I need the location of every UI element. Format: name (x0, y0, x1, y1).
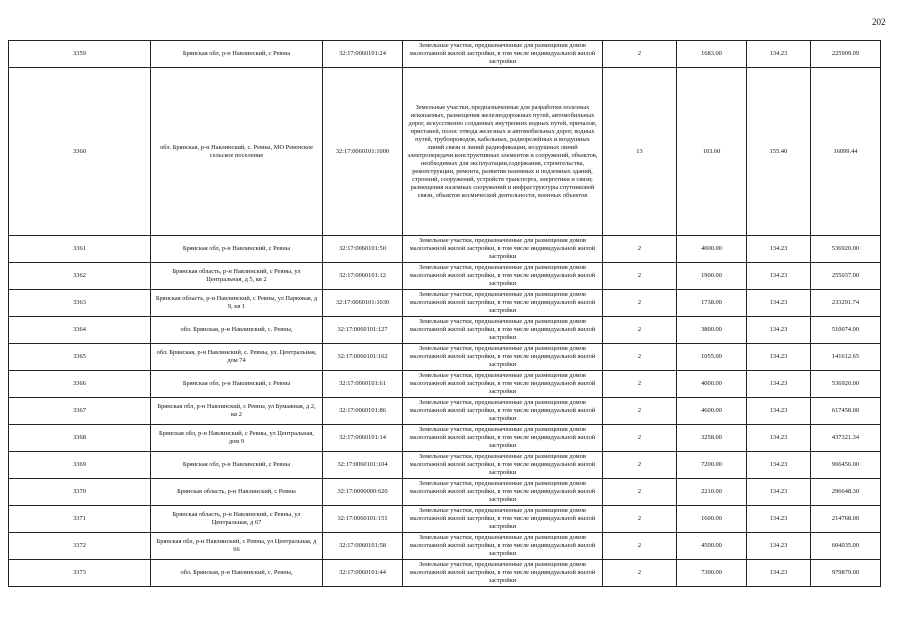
specific-value-cell: 134.23 (747, 317, 811, 344)
specific-value-cell: 134.23 (747, 290, 811, 317)
cadastral-value-cell: 255037.00 (811, 263, 881, 290)
land-use-cell: Земельные участки, предназначенные для размещения домов малоэтажной жилой застройки, в том числе индивидуальной жилой застройки (403, 560, 603, 587)
address-cell: Брянская область, р-н Навлинский, с Ревны (151, 479, 323, 506)
page-number: 202 (872, 17, 886, 27)
table-row (9, 560, 881, 587)
area-cell: 7300.00 (677, 560, 747, 587)
specific-value-cell: 134.23 (747, 533, 811, 560)
group-cell: 2 (603, 290, 677, 317)
row-number: 3373 (9, 560, 151, 587)
area-cell: 1900.00 (677, 263, 747, 290)
table-row (9, 290, 881, 317)
land-use-cell: Земельные участки, предназначенные для разработки полезных ископаемых, размещения железнодорожных путей, автомобильных дорог, искусственно созданных внутренних водных путей, причалов, пристаней, полос отвода железных и автомобильных дорог, водных путей, трубопроводов, кабельных, радиорелейных и воздушных линий связи и линий радиофикации, воздушных линий электропередачи конструктивных элементов и сооружений, объектов, необходимых для эксплуатации,содержания, строительства, реконструкции, ремонта, развития наземных и подземных зданий, строений, сооружений, устройств транспорта, энергетики и связи; размещения наземных сооружений и инфраструктуры спутниковой связи, объектов космической деятельности, военных объектов (403, 68, 603, 236)
cadastral-number-cell: 32:17:0060101:104 (323, 452, 403, 479)
row-number: 3367 (9, 398, 151, 425)
area-cell: 1055.00 (677, 344, 747, 371)
address-cell: обл. Брянская, р-н Навлинский, с. Ревны, (151, 317, 323, 344)
group-cell: 2 (603, 263, 677, 290)
cadastral-number-cell: 32:17:0060101:1000 (323, 68, 403, 236)
area-cell: 2210.00 (677, 479, 747, 506)
area-cell: 4000.00 (677, 236, 747, 263)
cadastral-value-cell: 617458.00 (811, 398, 881, 425)
table-row (9, 425, 881, 452)
table-row (9, 317, 881, 344)
specific-value-cell: 134.23 (747, 263, 811, 290)
specific-value-cell: 134.23 (747, 344, 811, 371)
address-cell: Брянская область, р-н Навлинский, с Ревны, ул Парковая, д 9, кв 1 (151, 290, 323, 317)
specific-value-cell: 134.23 (747, 452, 811, 479)
area-cell: 4600.00 (677, 398, 747, 425)
row-number: 3362 (9, 263, 151, 290)
row-number: 3365 (9, 344, 151, 371)
specific-value-cell: 155.40 (747, 68, 811, 236)
cadastral-value-cell: 214768.00 (811, 506, 881, 533)
cadastral-number-cell: 32:17:0060101:1030 (323, 290, 403, 317)
specific-value-cell: 134.23 (747, 560, 811, 587)
area-cell: 3800.00 (677, 317, 747, 344)
land-use-cell: Земельные участки, предназначенные для размещения домов малоэтажной жилой застройки, в том числе индивидуальной жилой застройки (403, 533, 603, 560)
area-cell: 1683.00 (677, 41, 747, 68)
land-use-cell: Земельные участки, предназначенные для размещения домов малоэтажной жилой застройки, в том числе индивидуальной жилой застройки (403, 317, 603, 344)
row-number: 3361 (9, 236, 151, 263)
row-number: 3369 (9, 452, 151, 479)
address-cell: обл. Брянская, р-н Навлинский, с. Ревны, ул. Центральная, дом 74 (151, 344, 323, 371)
group-cell: 2 (603, 479, 677, 506)
address-cell: Брянская обл, р-н Навлинский, с Ревны (151, 41, 323, 68)
cadastral-value-cell: 437321.34 (811, 425, 881, 452)
cadastral-number-cell: 32:17:0060101:162 (323, 344, 403, 371)
address-cell: Брянская обл, р-н Навлинский, с Ревны (151, 236, 323, 263)
cadastral-number-cell: 32:17:0060101:50 (323, 236, 403, 263)
group-cell: 2 (603, 560, 677, 587)
group-cell: 2 (603, 371, 677, 398)
cadastral-number-cell: 32:17:0000000:620 (323, 479, 403, 506)
row-number: 3370 (9, 479, 151, 506)
cadastral-number-cell: 32:17:0060101:12 (323, 263, 403, 290)
table-row (9, 236, 881, 263)
land-use-cell: Земельные участки, предназначенные для размещения домов малоэтажной жилой застройки, в том числе индивидуальной жилой застройки (403, 452, 603, 479)
land-use-cell: Земельные участки, предназначенные для размещения домов малоэтажной жилой застройки, в том числе индивидуальной жилой застройки (403, 236, 603, 263)
row-number: 3371 (9, 506, 151, 533)
table-body (9, 41, 881, 587)
cadastral-number-cell: 32:17:0060101:61 (323, 371, 403, 398)
cadastral-value-cell: 141612.65 (811, 344, 881, 371)
table-row (9, 41, 881, 68)
table-row (9, 344, 881, 371)
row-number: 3364 (9, 317, 151, 344)
area-cell: 1600.00 (677, 506, 747, 533)
specific-value-cell: 134.23 (747, 236, 811, 263)
group-cell: 13 (603, 68, 677, 236)
cadastral-value-cell: 16099.44 (811, 68, 881, 236)
address-cell: обл. Брянская, р-н Навлинский, с. Ревны, МО Ревенское сельское поселение (151, 68, 323, 236)
row-number: 3359 (9, 41, 151, 68)
land-use-cell: Земельные участки, предназначенные для размещения домов малоэтажной жилой застройки, в том числе индивидуальной жилой застройки (403, 398, 603, 425)
table-row (9, 68, 881, 236)
cadastral-number-cell: 32:17:0060101:127 (323, 317, 403, 344)
area-cell: 4000.00 (677, 371, 747, 398)
land-use-cell: Земельные участки, предназначенные для размещения домов малоэтажной жилой застройки, в том числе индивидуальной жилой застройки (403, 344, 603, 371)
cadastral-number-cell: 32:17:0060101:44 (323, 560, 403, 587)
address-cell: Брянская область, р-н Навлинский, с Ревны, ул Центральная, д 67 (151, 506, 323, 533)
specific-value-cell: 134.23 (747, 425, 811, 452)
group-cell: 2 (603, 41, 677, 68)
group-cell: 2 (603, 398, 677, 425)
row-number: 3360 (9, 68, 151, 236)
address-cell: Брянская обл, р-н Навлинский, с Ревны (151, 452, 323, 479)
cadastral-value-table (8, 40, 881, 587)
cadastral-value-cell: 536920.00 (811, 236, 881, 263)
cadastral-value-cell: 966456.00 (811, 452, 881, 479)
specific-value-cell: 134.23 (747, 398, 811, 425)
group-cell: 2 (603, 506, 677, 533)
group-cell: 2 (603, 425, 677, 452)
table-row (9, 506, 881, 533)
cadastral-number-cell: 32:17:0060101:24 (323, 41, 403, 68)
specific-value-cell: 134.23 (747, 479, 811, 506)
cadastral-number-cell: 32:17:0060101:151 (323, 506, 403, 533)
land-use-cell: Земельные участки, предназначенные для размещения домов малоэтажной жилой застройки, в том числе индивидуальной жилой застройки (403, 41, 603, 68)
group-cell: 2 (603, 236, 677, 263)
cadastral-number-cell: 32:17:0060101:86 (323, 398, 403, 425)
area-cell: 7200.00 (677, 452, 747, 479)
table-row (9, 263, 881, 290)
cadastral-value-cell: 979879.00 (811, 560, 881, 587)
cadastral-value-cell: 536920.00 (811, 371, 881, 398)
specific-value-cell: 134.23 (747, 371, 811, 398)
row-number: 3368 (9, 425, 151, 452)
land-use-cell: Земельные участки, предназначенные для размещения домов малоэтажной жилой застройки, в том числе индивидуальной жилой застройки (403, 371, 603, 398)
land-use-cell: Земельные участки, предназначенные для размещения домов малоэтажной жилой застройки, в том числе индивидуальной жилой застройки (403, 263, 603, 290)
table-row (9, 479, 881, 506)
cadastral-value-cell: 225909.09 (811, 41, 881, 68)
land-use-cell: Земельные участки, предназначенные для размещения домов малоэтажной жилой застройки, в том числе индивидуальной жилой застройки (403, 506, 603, 533)
address-cell: Брянская обл, р-н Навлинский, с Ревны, ул Бумажная, д 2, кв 2 (151, 398, 323, 425)
land-use-cell: Земельные участки, предназначенные для размещения домов малоэтажной жилой застройки, в том числе индивидуальной жилой застройки (403, 479, 603, 506)
address-cell: Брянская область, р-н Навлинский, с Ревны, ул Центральная, д 5, кв 2 (151, 263, 323, 290)
address-cell: Брянская обл, р-н Навлинский, с Ревны, ул Центральная, д 66 (151, 533, 323, 560)
area-cell: 4500.00 (677, 533, 747, 560)
specific-value-cell: 134.23 (747, 506, 811, 533)
cadastral-value-cell: 604035.00 (811, 533, 881, 560)
address-cell: обл. Брянская, р-н Навлинский, с. Ревны, (151, 560, 323, 587)
cadastral-value-cell: 510074.00 (811, 317, 881, 344)
cadastral-number-cell: 32:17:0060101:58 (323, 533, 403, 560)
row-number: 3363 (9, 290, 151, 317)
land-use-cell: Земельные участки, предназначенные для размещения домов малоэтажной жилой застройки, в том числе индивидуальной жилой застройки (403, 290, 603, 317)
cadastral-number-cell: 32:17:0060101:14 (323, 425, 403, 452)
row-number: 3372 (9, 533, 151, 560)
row-number: 3366 (9, 371, 151, 398)
area-cell: 1738.00 (677, 290, 747, 317)
group-cell: 2 (603, 344, 677, 371)
table-row (9, 452, 881, 479)
group-cell: 2 (603, 317, 677, 344)
cadastral-value-cell: 296648.30 (811, 479, 881, 506)
area-cell: 103.60 (677, 68, 747, 236)
address-cell: Брянская обл, р-н Навлинский, с Ревны (151, 371, 323, 398)
table-row (9, 533, 881, 560)
address-cell: Брянская обл, р-н Навлинский, с Ревны, ул Центральная, дом 9 (151, 425, 323, 452)
group-cell: 2 (603, 452, 677, 479)
specific-value-cell: 134.23 (747, 41, 811, 68)
table-row (9, 371, 881, 398)
cadastral-value-cell: 233291.74 (811, 290, 881, 317)
area-cell: 3258.00 (677, 425, 747, 452)
land-use-cell: Земельные участки, предназначенные для размещения домов малоэтажной жилой застройки, в том числе индивидуальной жилой застройки (403, 425, 603, 452)
group-cell: 2 (603, 533, 677, 560)
table-row (9, 398, 881, 425)
